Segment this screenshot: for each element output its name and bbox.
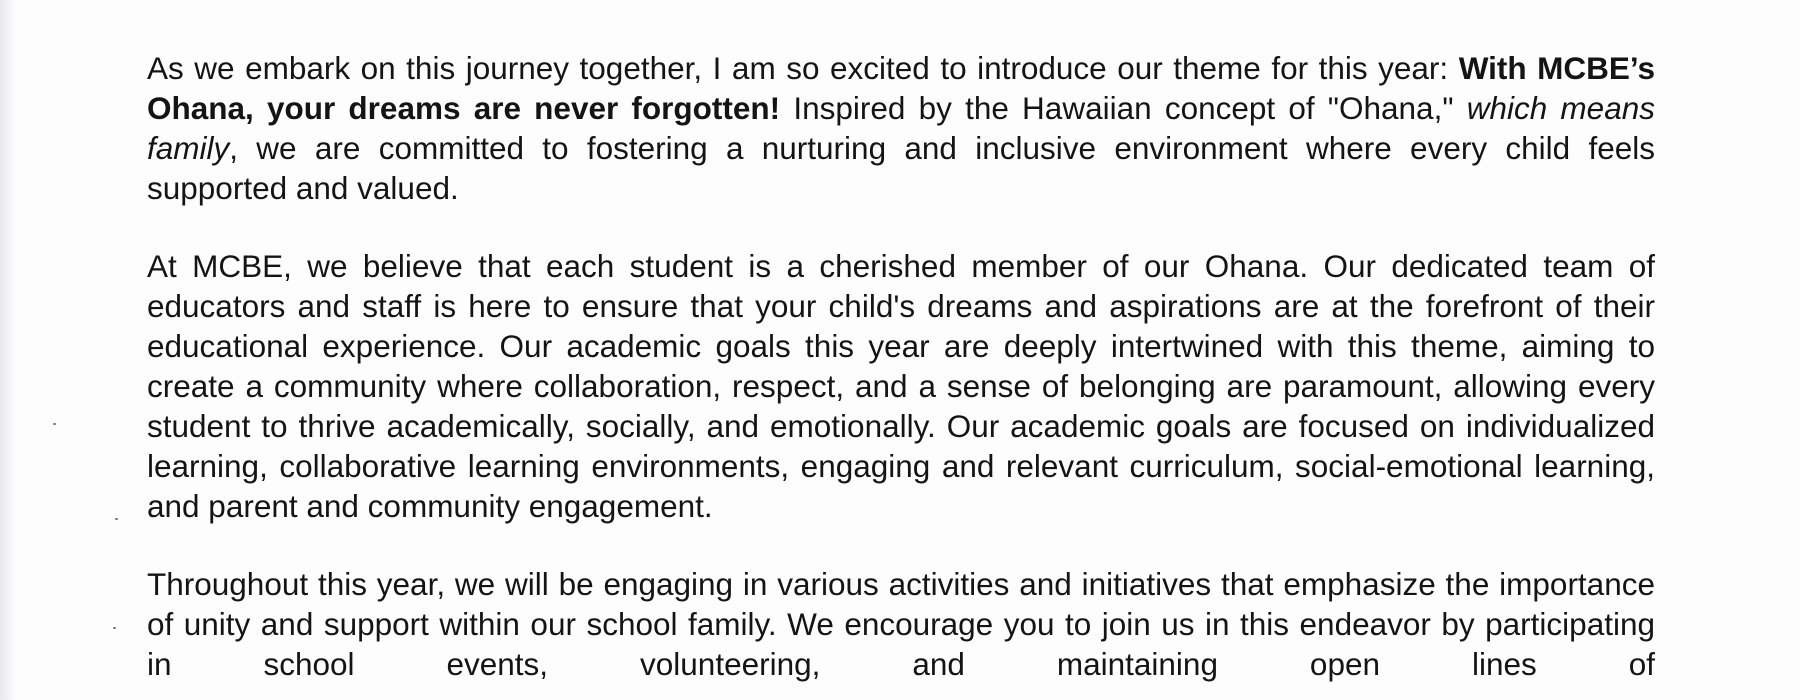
theme-intro-text: As we embark on this journey together, I am so excited to introduce our theme for this year: (147, 50, 1459, 86)
theme-closing-text: , we are committed to fostering a nurturing and inclusive environment where every child feels supported and valued. (147, 130, 1655, 206)
theme-slogan: With MCBE’s Ohana, your dreams are never forgotten! (147, 50, 1655, 126)
paragraph-activities (147, 564, 1655, 684)
activities-text: Throughout this year, we will be engaging in various activities and initiatives that emphasize the importance of unity and support within our school family. We encourage you to join us in this endeavor by participating in school events, volunteering, and maintaining open lines of (147, 566, 1655, 682)
ohana-meaning: which means family (147, 90, 1655, 166)
scan-speck (113, 627, 116, 629)
scan-edge-shadow (0, 0, 14, 700)
academic-goals-text: At MCBE, we believe that each student is a cherished member of our Ohana. Our dedicated team of educators and staff is here to ensure that your child's dreams and aspirations are at the forefront of their educational experience. Our academic goals this year are deeply intertwined with this theme, aiming to create a community where collaboration, respect, and a sense of belonging are paramount, allowing every student to thrive academically, socially, and emotionally. Our academic goals are focused on individualized learning, collaborative learning environments, engaging and relevant curriculum, social-emotional learning, and parent and community engagement. (147, 248, 1655, 524)
ohana-intro-text: Inspired by the Hawaiian concept of "Ohana," (780, 90, 1467, 126)
cropped-previous-line (147, 0, 1655, 10)
paragraph-academic-goals (147, 246, 1655, 526)
scan-speck (115, 518, 118, 520)
scan-speck (53, 423, 56, 425)
paragraph-theme (147, 48, 1655, 208)
letter-body (147, 0, 1655, 684)
